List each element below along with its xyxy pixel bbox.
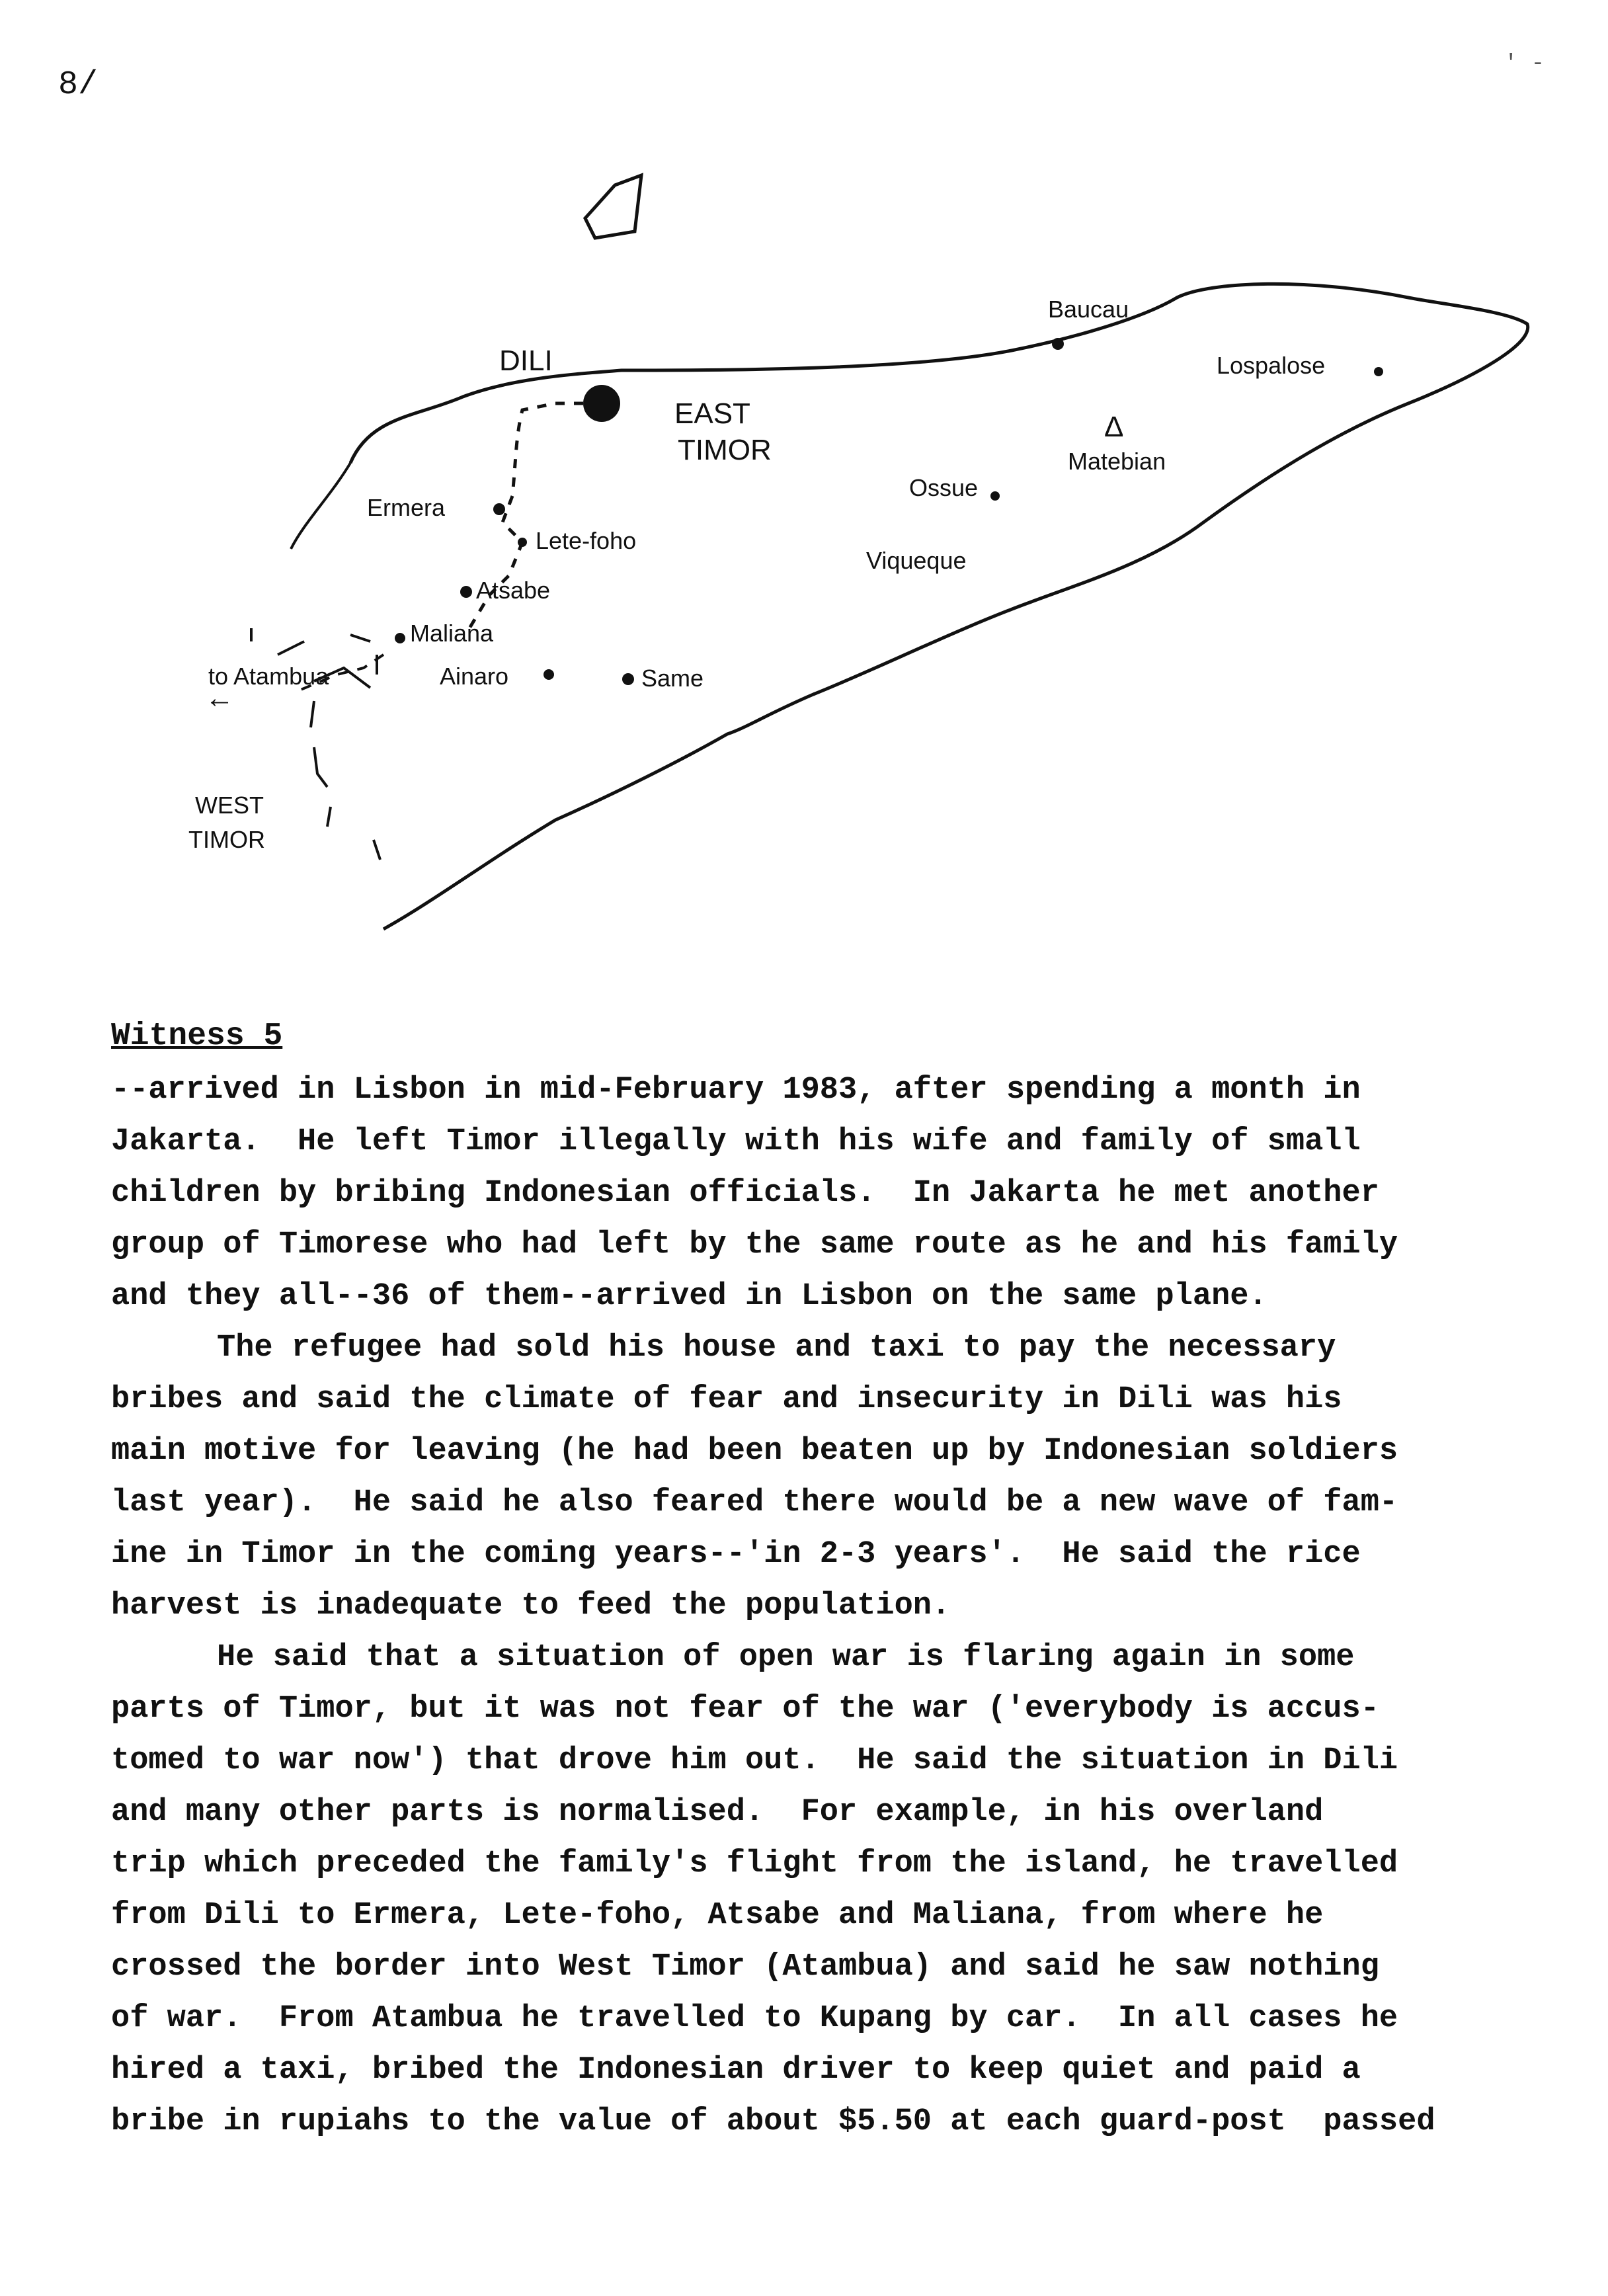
label-east-timor-2: TIMOR xyxy=(678,434,772,466)
east-timor-map xyxy=(185,152,1574,946)
text-line: trip which preceded the family's flight from the island, he travelled xyxy=(111,1846,1398,1881)
ainaro-dot xyxy=(543,669,554,680)
same-dot xyxy=(622,673,634,685)
text-line: ine in Timor in the coming years--'in 2-3 years'. He said the rice xyxy=(111,1537,1361,1572)
label-lete-foho: Lete-foho xyxy=(536,527,637,554)
text-line: He said that a situation of open war is flaring again in some xyxy=(217,1640,1355,1675)
witness-heading: Witness 5 xyxy=(111,1018,283,1054)
text-line: and they all--36 of them--arrived in Lisbon on the same plane. xyxy=(111,1279,1267,1314)
text-line: Jakarta. He left Timor illegally with his wife and family of small xyxy=(111,1124,1361,1159)
paragraph xyxy=(111,1323,1566,1632)
label-atsabe: Atsabe xyxy=(476,577,551,604)
text-line: crossed the border into West Timor (Atambua) and said he saw nothing xyxy=(111,1949,1379,1985)
text-line: group of Timorese who had left by the same route as he and his family xyxy=(111,1227,1398,1262)
dili-dot xyxy=(583,385,620,422)
label-viqueque: Viqueque xyxy=(866,547,967,574)
label-lospalose: Lospalose xyxy=(1217,352,1326,379)
text-line: bribe in rupiahs to the value of about $5.50 at each guard-post passed xyxy=(111,2104,1435,2139)
coastline xyxy=(350,284,1528,929)
lete-foho-dot xyxy=(518,538,527,547)
text-line: bribes and said the climate of fear and insecurity in Dili was his xyxy=(111,1382,1342,1417)
paragraph xyxy=(111,1065,1566,1323)
text-line: of war. From Atambua he travelled to Kupang by car. In all cases he xyxy=(111,2001,1398,2036)
atauro-island-outline xyxy=(585,175,641,238)
ossu-dot xyxy=(990,491,1000,501)
text-line: from Dili to Ermera, Lete-foho, Atsabe and Maliana, from where he xyxy=(111,1898,1324,1933)
text-line: last year). He said he also feared there would be a new wave of fam- xyxy=(111,1485,1398,1520)
lospalose-dot xyxy=(1374,367,1383,376)
text-line: The refugee had sold his house and taxi to pay the necessary xyxy=(217,1331,1336,1366)
matebian-symbol: Δ xyxy=(1104,411,1124,443)
text-line: tomed to war now') that drove him out. He said the situation in Dili xyxy=(111,1743,1398,1778)
label-matebian: Matebian xyxy=(1068,448,1166,475)
text-line: parts of Timor, but it was not fear of the war ('everybody is accus- xyxy=(111,1692,1379,1727)
text-line: children by bribing Indonesian officials. In Jakarta he met another xyxy=(111,1176,1379,1211)
label-same: Same xyxy=(641,665,704,692)
text-line: --arrived in Lisbon in mid-February 1983, after spending a month in xyxy=(111,1073,1361,1108)
baucau-dot xyxy=(1052,338,1064,350)
label-to-atambua: to Atambua xyxy=(208,663,329,690)
document-body xyxy=(111,1065,1566,2148)
label-ainaro: Ainaro xyxy=(440,663,509,690)
text-line: and many other parts is normalised. For example, in his overland xyxy=(111,1795,1324,1830)
label-ermera: Ermera xyxy=(367,494,446,521)
ermera-dot xyxy=(493,503,505,515)
border-line xyxy=(251,463,380,860)
label-baucau: Baucau xyxy=(1048,296,1129,323)
label-maliana: Maliana xyxy=(410,620,494,647)
atsabe-dot xyxy=(460,586,472,598)
text-line: harvest is inadequate to feed the population. xyxy=(111,1588,951,1623)
text-line: main motive for leaving (he had been beaten up by Indonesian soldiers xyxy=(111,1434,1398,1469)
label-west-timor-1: WEST xyxy=(195,792,264,819)
label-east-timor-1: EAST xyxy=(674,397,750,430)
paragraph xyxy=(111,1632,1566,2148)
page-number: 8/ xyxy=(58,66,99,104)
label-ossu: Ossue xyxy=(909,474,979,501)
label-dili: DILI xyxy=(499,345,553,377)
maliana-dot xyxy=(395,633,405,643)
arrow-left-icon: ← xyxy=(205,682,234,714)
text-line: hired a taxi, bribed the Indonesian driver to keep quiet and paid a xyxy=(111,2053,1361,2088)
label-west-timor-2: TIMOR xyxy=(188,826,265,853)
corner-mark: ' - xyxy=(1504,52,1545,77)
